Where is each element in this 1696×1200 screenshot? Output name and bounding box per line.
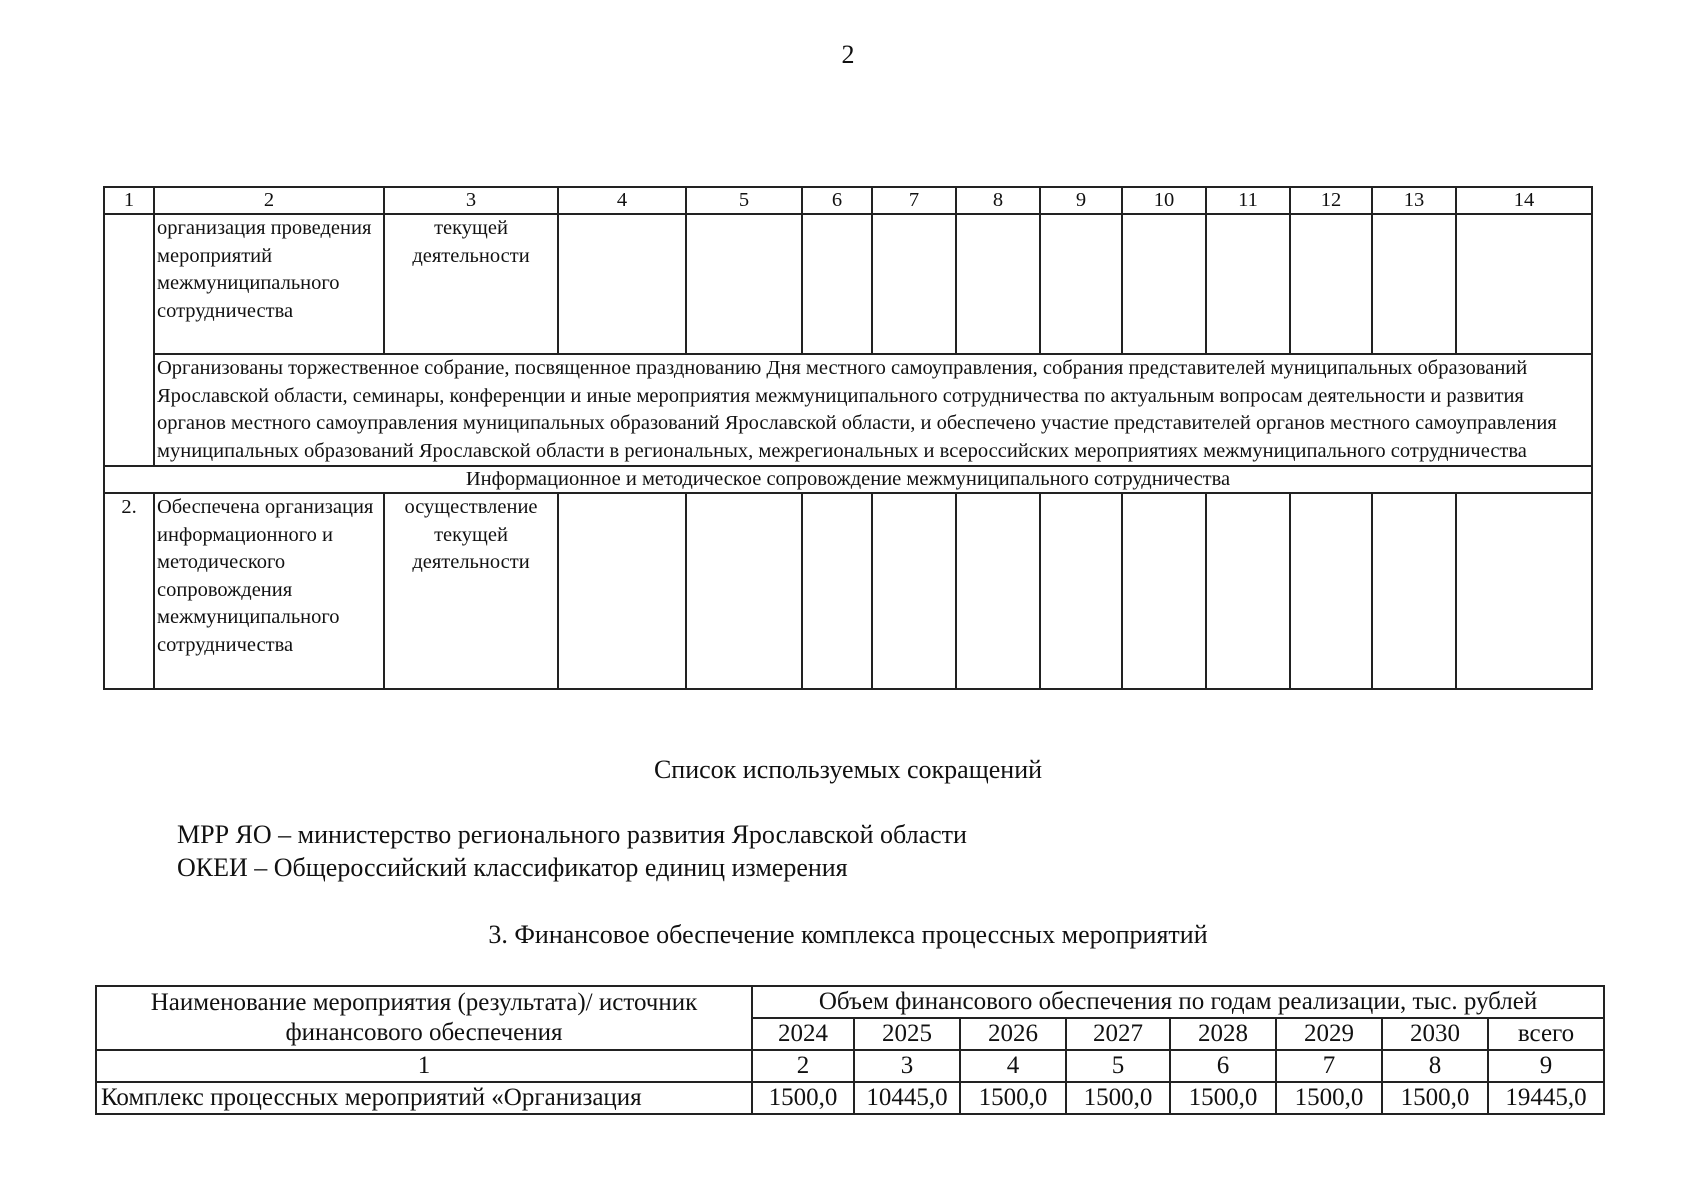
task-type-cell: текущей деятельности [384,214,558,354]
value-cell: 1500,0 [1382,1082,1488,1114]
empty-cell [872,493,956,689]
year-cell: 2027 [1066,1018,1170,1050]
table-row [104,354,1592,466]
column-number: 6 [1170,1050,1276,1082]
column-number: 9 [1488,1050,1604,1082]
row-number-cell [104,214,154,466]
value-cell: 1500,0 [1170,1082,1276,1114]
empty-cell [1040,493,1122,689]
empty-cell [1290,493,1372,689]
empty-cell [956,493,1040,689]
empty-cell [1456,214,1592,354]
column-number: 6 [802,187,872,214]
column-number: 8 [1382,1050,1488,1082]
column-number: 1 [104,187,154,214]
year-cell: 2026 [960,1018,1066,1050]
value-cell: 1500,0 [960,1082,1066,1114]
column-number: 3 [384,187,558,214]
column-number: 4 [960,1050,1066,1082]
column-number: 2 [752,1050,854,1082]
empty-cell [558,493,686,689]
value-cell: 1500,0 [1276,1082,1382,1114]
empty-cell [1372,214,1456,354]
table-header-row [104,187,1592,214]
empty-cell [558,214,686,354]
empty-cell [686,214,802,354]
task-name-cell: организация проведения мероприятий межмуниципального сотрудничества [154,214,384,354]
row-number-cell: 2. [104,493,154,689]
empty-cell [802,214,872,354]
finance-header-row [96,986,1604,1018]
empty-cell [1206,493,1290,689]
column-number: 12 [1290,187,1372,214]
page-number: 2 [841,40,855,69]
result-description-cell: Организованы торжественное собрание, посвященное празднованию Дня местного самоуправления, собрания представителей муниципальных образований Ярославской области, семинары, конференции и иные мероприятия межмуниципального сотрудничества по актуальным вопросам деятельности и развития органов местного самоуправления муниципальных образований Ярославской области, и обеспечено участие представителей органов местного самоуправления муниципальных образований Ярославской области в региональных, межрегиональных и всероссийских мероприятиях межмуниципального сотрудничества [154,354,1592,466]
column-number: 1 [96,1050,752,1082]
year-cell: 2024 [752,1018,854,1050]
column-number: 8 [956,187,1040,214]
column-number: 5 [1066,1050,1170,1082]
empty-cell [956,214,1040,354]
year-cell: 2029 [1276,1018,1382,1050]
column-number: 5 [686,187,802,214]
empty-cell [686,493,802,689]
name-header: Наименование мероприятия (результата)/ источник финансового обеспечения [96,986,752,1050]
plan-table [103,186,1593,690]
year-cell: 2025 [854,1018,960,1050]
value-cell: 1500,0 [752,1082,854,1114]
empty-cell [1372,493,1456,689]
value-cell: 10445,0 [854,1082,960,1114]
empty-cell [1040,214,1122,354]
column-number: 13 [1372,187,1456,214]
column-number: 7 [1276,1050,1382,1082]
year-cell: 2028 [1170,1018,1276,1050]
year-cell: 2030 [1382,1018,1488,1050]
column-number: 14 [1456,187,1592,214]
abbreviations-title: Список используемых сокращений [653,755,1043,784]
task-type-cell: осуществление текущей деятельности [384,493,558,689]
column-number: 2 [154,187,384,214]
task-name-cell: Обеспечена организация информационного и методического сопровождения межмуниципального сотрудничества [154,493,384,689]
empty-cell [872,214,956,354]
column-number: 10 [1122,187,1206,214]
table-row [104,493,1592,689]
column-number: 9 [1040,187,1122,214]
finance-section-title: 3. Финансовое обеспечение комплекса процессных мероприятий [488,920,1208,949]
abbreviation-item: ОКЕИ – Общероссийский классификатор единиц измерения [177,853,848,882]
empty-cell [1122,214,1206,354]
column-number: 3 [854,1050,960,1082]
column-numbers-row [96,1050,1604,1082]
finance-table [95,985,1605,1115]
column-number: 7 [872,187,956,214]
empty-cell [1290,214,1372,354]
empty-cell [1206,214,1290,354]
empty-cell [1456,493,1592,689]
value-cell: 1500,0 [1066,1082,1170,1114]
column-number: 4 [558,187,686,214]
measure-name-cell: Комплекс процессных мероприятий «Организация [96,1082,752,1114]
total-cell: всего [1488,1018,1604,1050]
abbreviation-item: МРР ЯО – министерство регионального развития Ярославской области [177,820,967,849]
volume-header: Объем финансового обеспечения по годам реализации, тыс. рублей [752,986,1604,1018]
empty-cell [1122,493,1206,689]
column-number: 11 [1206,187,1290,214]
value-cell: 19445,0 [1488,1082,1604,1114]
table-row [104,214,1592,354]
empty-cell [802,493,872,689]
table-row [96,1082,1604,1114]
section-row [104,466,1592,493]
section-heading: Информационное и методическое сопровождение межмуниципального сотрудничества [104,466,1592,493]
